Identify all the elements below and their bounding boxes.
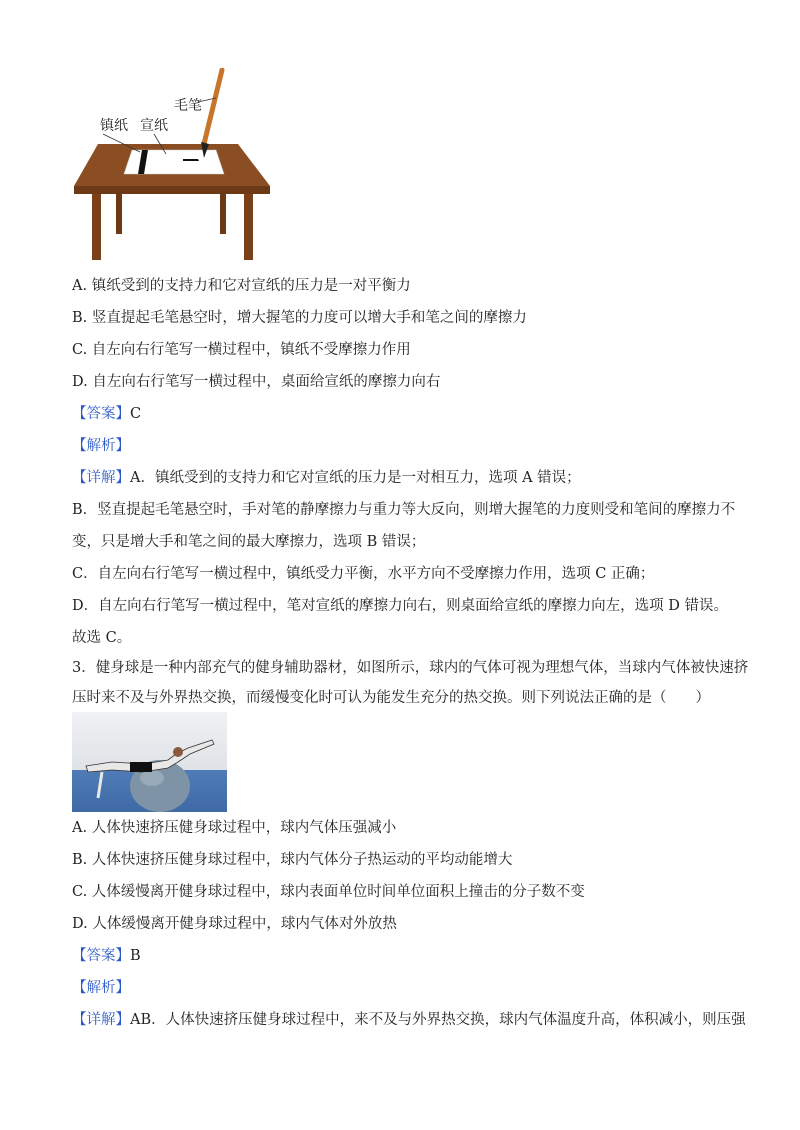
option-d: D. 人体缓慢离开健身球过程中，球内气体对外放热 — [72, 916, 397, 932]
answer-line — [72, 946, 141, 966]
detail-line: B．竖直提起毛笔悬空时，手对笔的静摩擦力与重力等大反向，则增大握笔的力度则受和笔间的摩擦力不 — [72, 502, 736, 518]
option-c: C. 人体缓慢离开健身球过程中，球内表面单位时间单位面积上撞击的分子数不变 — [72, 884, 585, 900]
person-head — [173, 747, 183, 757]
table-leg — [244, 194, 253, 260]
option-d: D. 自左向右行笔写一横过程中，桌面给宣纸的摩擦力向右 — [72, 374, 441, 390]
detail-tag: 【详解】 — [72, 470, 130, 486]
brush-handle — [204, 70, 222, 144]
detail-line: 【详解】A．镇纸受到的支持力和它对宣纸的压力是一对相互力，选项 A 错误； — [72, 470, 581, 486]
option-a: A. 人体快速挤压健身球过程中，球内气体压强减小 — [72, 820, 397, 836]
detail-line: D．自左向右行笔写一横过程中，笔对宣纸的摩擦力向右，则桌面给宣纸的摩擦力向左，选项 D 错误。 — [72, 598, 728, 614]
fitness-ball-photo — [72, 712, 227, 812]
option-b: B. 人体快速挤压健身球过程中，球内气体分子热运动的平均动能增大 — [72, 852, 513, 868]
ink-stroke — [183, 159, 199, 161]
analysis-tag: 【解析】 — [72, 980, 130, 996]
option-a: A. 镇纸受到的支持力和它对宣纸的压力是一对平衡力 — [72, 278, 411, 294]
detail-line: 【详解】AB．人体快速挤压健身球过程中，来不及与外界热交换，球内气体温度升高，体积减小，则压强 — [72, 1012, 746, 1028]
table-edge — [74, 186, 270, 194]
question-stem: 压时来不及与外界热交换，而缓慢变化时可认为能发生充分的热交换。则下列说法正确的是（ ） — [72, 690, 710, 706]
answer-tag: 【答案】 — [72, 948, 130, 964]
table-leg — [220, 186, 226, 234]
label-weight: 镇纸 — [100, 118, 128, 134]
label-paper: 宣纸 — [140, 118, 168, 134]
desk-brush-figure — [70, 68, 275, 268]
answer-line — [72, 404, 141, 424]
detail-line: 故选 C。 — [72, 630, 132, 646]
option-b: B. 竖直提起毛笔悬空时，增大握笔的力度可以增大手和笔之间的摩擦力 — [72, 310, 527, 326]
detail-tag: 【详解】 — [72, 1012, 130, 1028]
answer-value: B — [130, 948, 141, 964]
answer-value: C — [130, 406, 142, 422]
answer-tag: 【答案】 — [72, 406, 130, 422]
label-brush: 毛笔 — [174, 98, 202, 114]
detail-line: C．自左向右行笔写一横过程中，镇纸受力平衡，水平方向不受摩擦力作用，选项 C 正确； — [72, 566, 655, 582]
table-leg — [92, 194, 101, 260]
analysis-tag: 【解析】 — [72, 438, 130, 454]
detail-line: 变，只是增大手和笔之间的最大摩擦力，选项 B 错误； — [72, 534, 426, 550]
option-c: C. 自左向右行笔写一横过程中，镇纸不受摩擦力作用 — [72, 342, 411, 358]
question-stem: 3．健身球是一种内部充气的健身辅助器材，如图所示，球内的气体可视为理想气体，当球内气体被快速挤 — [72, 660, 749, 676]
table-leg — [116, 186, 122, 234]
